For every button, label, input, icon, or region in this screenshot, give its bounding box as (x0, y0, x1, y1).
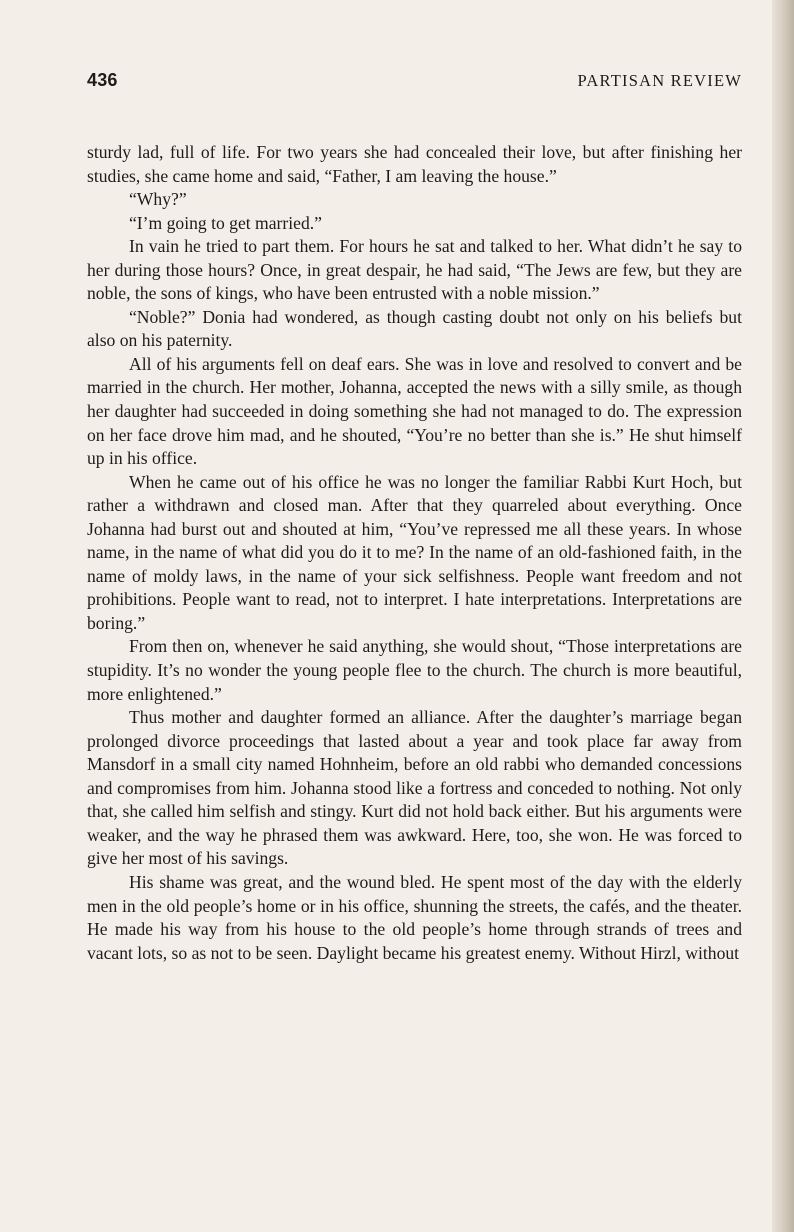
paragraph: “Noble?” Donia had wondered, as though casting doubt not only on his beliefs but also on his paternity. (87, 306, 742, 351)
body-text (87, 141, 742, 965)
paragraph: Thus mother and daughter formed an alliance. After the daughter’s marriage began prolonged divorce proceedings that lasted about a year and took place far away from Mansdorf in a small city named Hohnheim, before an old rabbi who demanded concessions and compromises from him. Johanna stood like a fortress and conceded to nothing. Not only that, she called him selfish and stingy. Kurt did not hold back either. But his arguments were weaker, and the way he phrased them was awkward. Here, too, she won. He was forced to give her most of his savings. (87, 707, 742, 869)
paragraph: All of his arguments fell on deaf ears. She was in love and resolved to convert and be married in the church. Her mother, Johanna, accepted the news with a silly smile, as though her daughter had succeeded in doing something she had not managed to do. The expression on her face drove him mad, and he shouted, “You’re no better than she is.” He shut himself up in his office. (87, 353, 742, 469)
page-header (87, 70, 742, 94)
paragraph: sturdy lad, full of life. For two years she had concealed their love, but after finishing her studies, she came home and said, “Father, I am leaving the house.” (87, 142, 742, 186)
page-edge-shadow (772, 0, 794, 1232)
paragraph: “Why?” (129, 189, 187, 210)
page-number: 436 (87, 70, 118, 90)
running-head: PARTISAN REVIEW (577, 71, 742, 90)
paragraph: In vain he tried to part them. For hours he sat and talked to her. What didn’t he say to her during those hours? Once, in great despair, he had said, “The Jews are few, but they are noble, the sons of kings, who have been entrusted with a noble mission.” (87, 236, 742, 304)
paragraph: His shame was great, and the wound bled. He spent most of the day with the elderly men in the old people’s home or in his office, shunning the streets, the cafés, and the theater. He made his way from his house to the old people’s home through strands of trees and vacant lots, so as not to be seen. Daylight became his greatest enemy. Without Hirzl, without (87, 871, 742, 963)
paragraph: “I’m going to get married.” (129, 212, 322, 233)
paragraph: When he came out of his office he was no longer the familiar Rabbi Kurt Hoch, but rather a withdrawn and closed man. After that they quarreled about everything. Once Johanna had burst out and shouted at him, “You’ve repressed me all these years. In whose name, in the name of what did you do it to me? In the name of an old-fashioned faith, in the name of moldy laws, in the name of your sick selfishness. People want freedom and not prohibitions. People want to read, not to interpret. I hate interpretations. Interpretations are boring.” (87, 471, 742, 633)
paragraph: From then on, whenever he said anything, she would shout, “Those interpretations are stupidity. It’s no wonder the young people flee to the church. The church is more beautiful, more enlightened.” (87, 636, 742, 704)
